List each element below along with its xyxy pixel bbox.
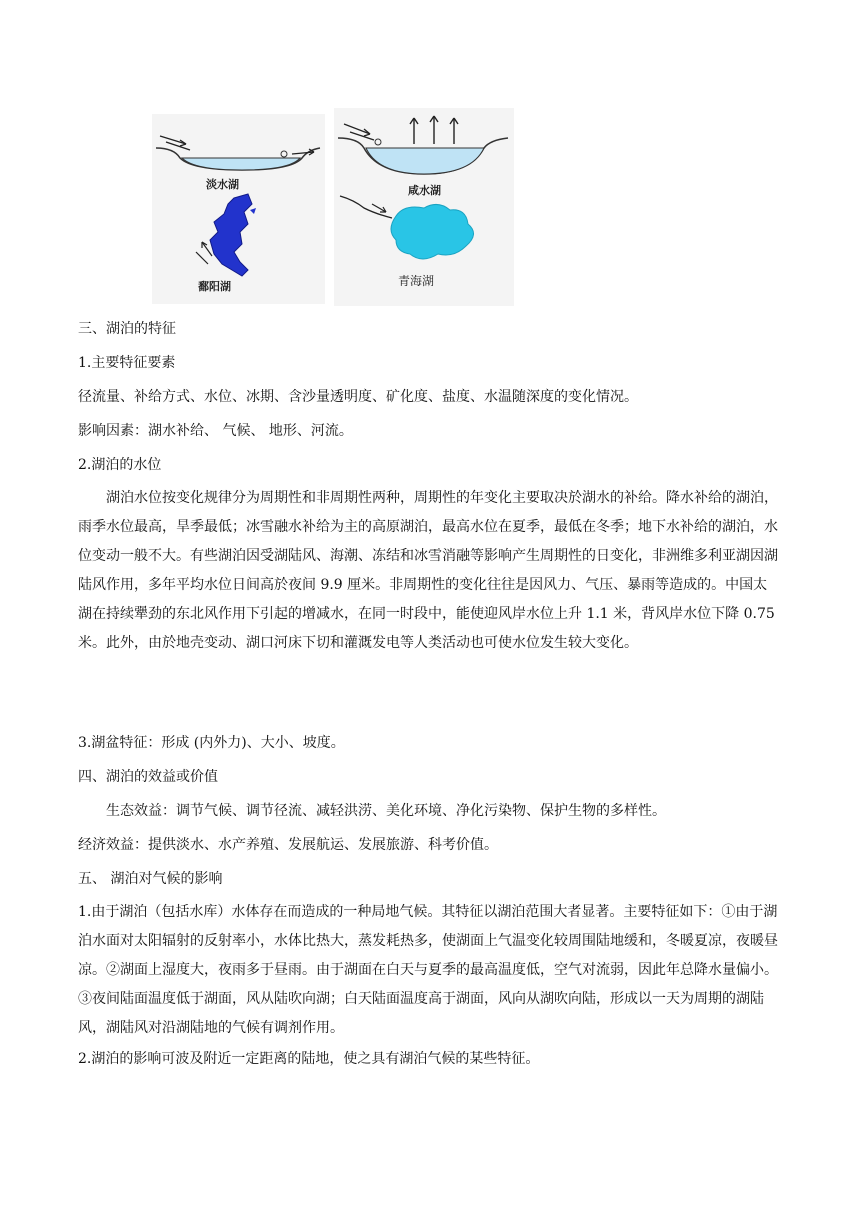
section5-heading: 五、 湖泊对气候的影响	[78, 871, 223, 887]
freshwater-lake-diagram	[152, 114, 325, 304]
economic-benefit: 经济效益：提供淡水、水产养殖、发展航运、发展旅游、科考价值。	[78, 837, 498, 853]
section3-sub2: 2.湖泊的水位	[78, 457, 162, 473]
section4-heading: 四、湖泊的效益或价值	[78, 769, 218, 785]
features-text: 径流量、补给方式、水位、冰期、含沙量透明度、矿化度、盐度、水温随深度的变化情况。	[78, 389, 638, 405]
climate-paragraph-1: 1.由于湖泊（包括水库）水体存在而造成的一种局地气候。其特征以湖泊范围大者显著。主要特征如下：①由于湖泊水面对太阳辐射的反射率小，水体比热大，蒸发耗热多，使湖面上气温变化较周围陆地缓和，冬暖夏凉，夜暖昼凉。②湖面上湿度大，夜雨多于昼雨。由于湖面在白天与夏季的最高温度低，空气对流弱，因此年总降水量偏小。③夜间陆面温度低于湖面，风从陆吹向湖；白天陆面温度高于湖面，风向从湖吹向陆，形成以一天为周期的湖陆风，湖陆风对沿湖陆地的气候有调剂作用。	[78, 904, 778, 1036]
saltwater-lake-figure	[334, 108, 514, 306]
section3-heading: 三、湖泊的特征	[78, 321, 176, 337]
freshwater-lake-label: 淡水湖	[206, 178, 239, 191]
factors-text: 影响因素：湖水补给、 气候、 地形、河流。	[78, 423, 353, 439]
saltwater-lake-label: 咸水湖	[408, 184, 441, 197]
section3-sub1: 1.主要特征要素	[78, 355, 176, 371]
section3-sub3: 3.湖盆特征：形成 (内外力)、大小、坡度。	[78, 735, 345, 751]
poyang-lake-label: 鄱阳湖	[198, 280, 231, 293]
qinghai-lake-label: 青海湖	[398, 274, 435, 288]
ecological-benefit: 生态效益：调节气候、调节径流、减轻洪涝、美化环境、净化污染物、保护生物的多样性。	[106, 803, 666, 819]
climate-paragraph-2: 2.湖泊的影响可波及附近一定距离的陆地，使之具有湖泊气候的某些特征。	[78, 1051, 540, 1067]
water-level-paragraph: 湖泊水位按变化规律分为周期性和非周期性两种，周期性的年变化主要取决於湖水的补给。降水补给的湖泊，雨季水位最高，旱季最低；冰雪融水补给为主的高原湖泊，最高水位在夏季，最低在冬季；地下水补给的湖泊，水位变动一般不大。有些湖泊因受湖陆风、海潮、冻结和冰雪消融等影响产生周期性的日变化，非洲维多利亚湖因湖陆风作用，多年平均水位日间高於夜间 9.9 厘米。非周期性的变化往往是因风力、气压、暴雨等造成的。中国太湖在持续犟劲的东北风作用下引起的增减水，在同一时段中，能使迎风岸水位上升 1.1 米，背风岸水位下降 0.75 米。此外，由於地壳变动、湖口河床下切和灌溉发电等人类活动也可使水位发生较大变化。	[78, 490, 778, 651]
freshwater-lake-figure	[152, 114, 325, 304]
